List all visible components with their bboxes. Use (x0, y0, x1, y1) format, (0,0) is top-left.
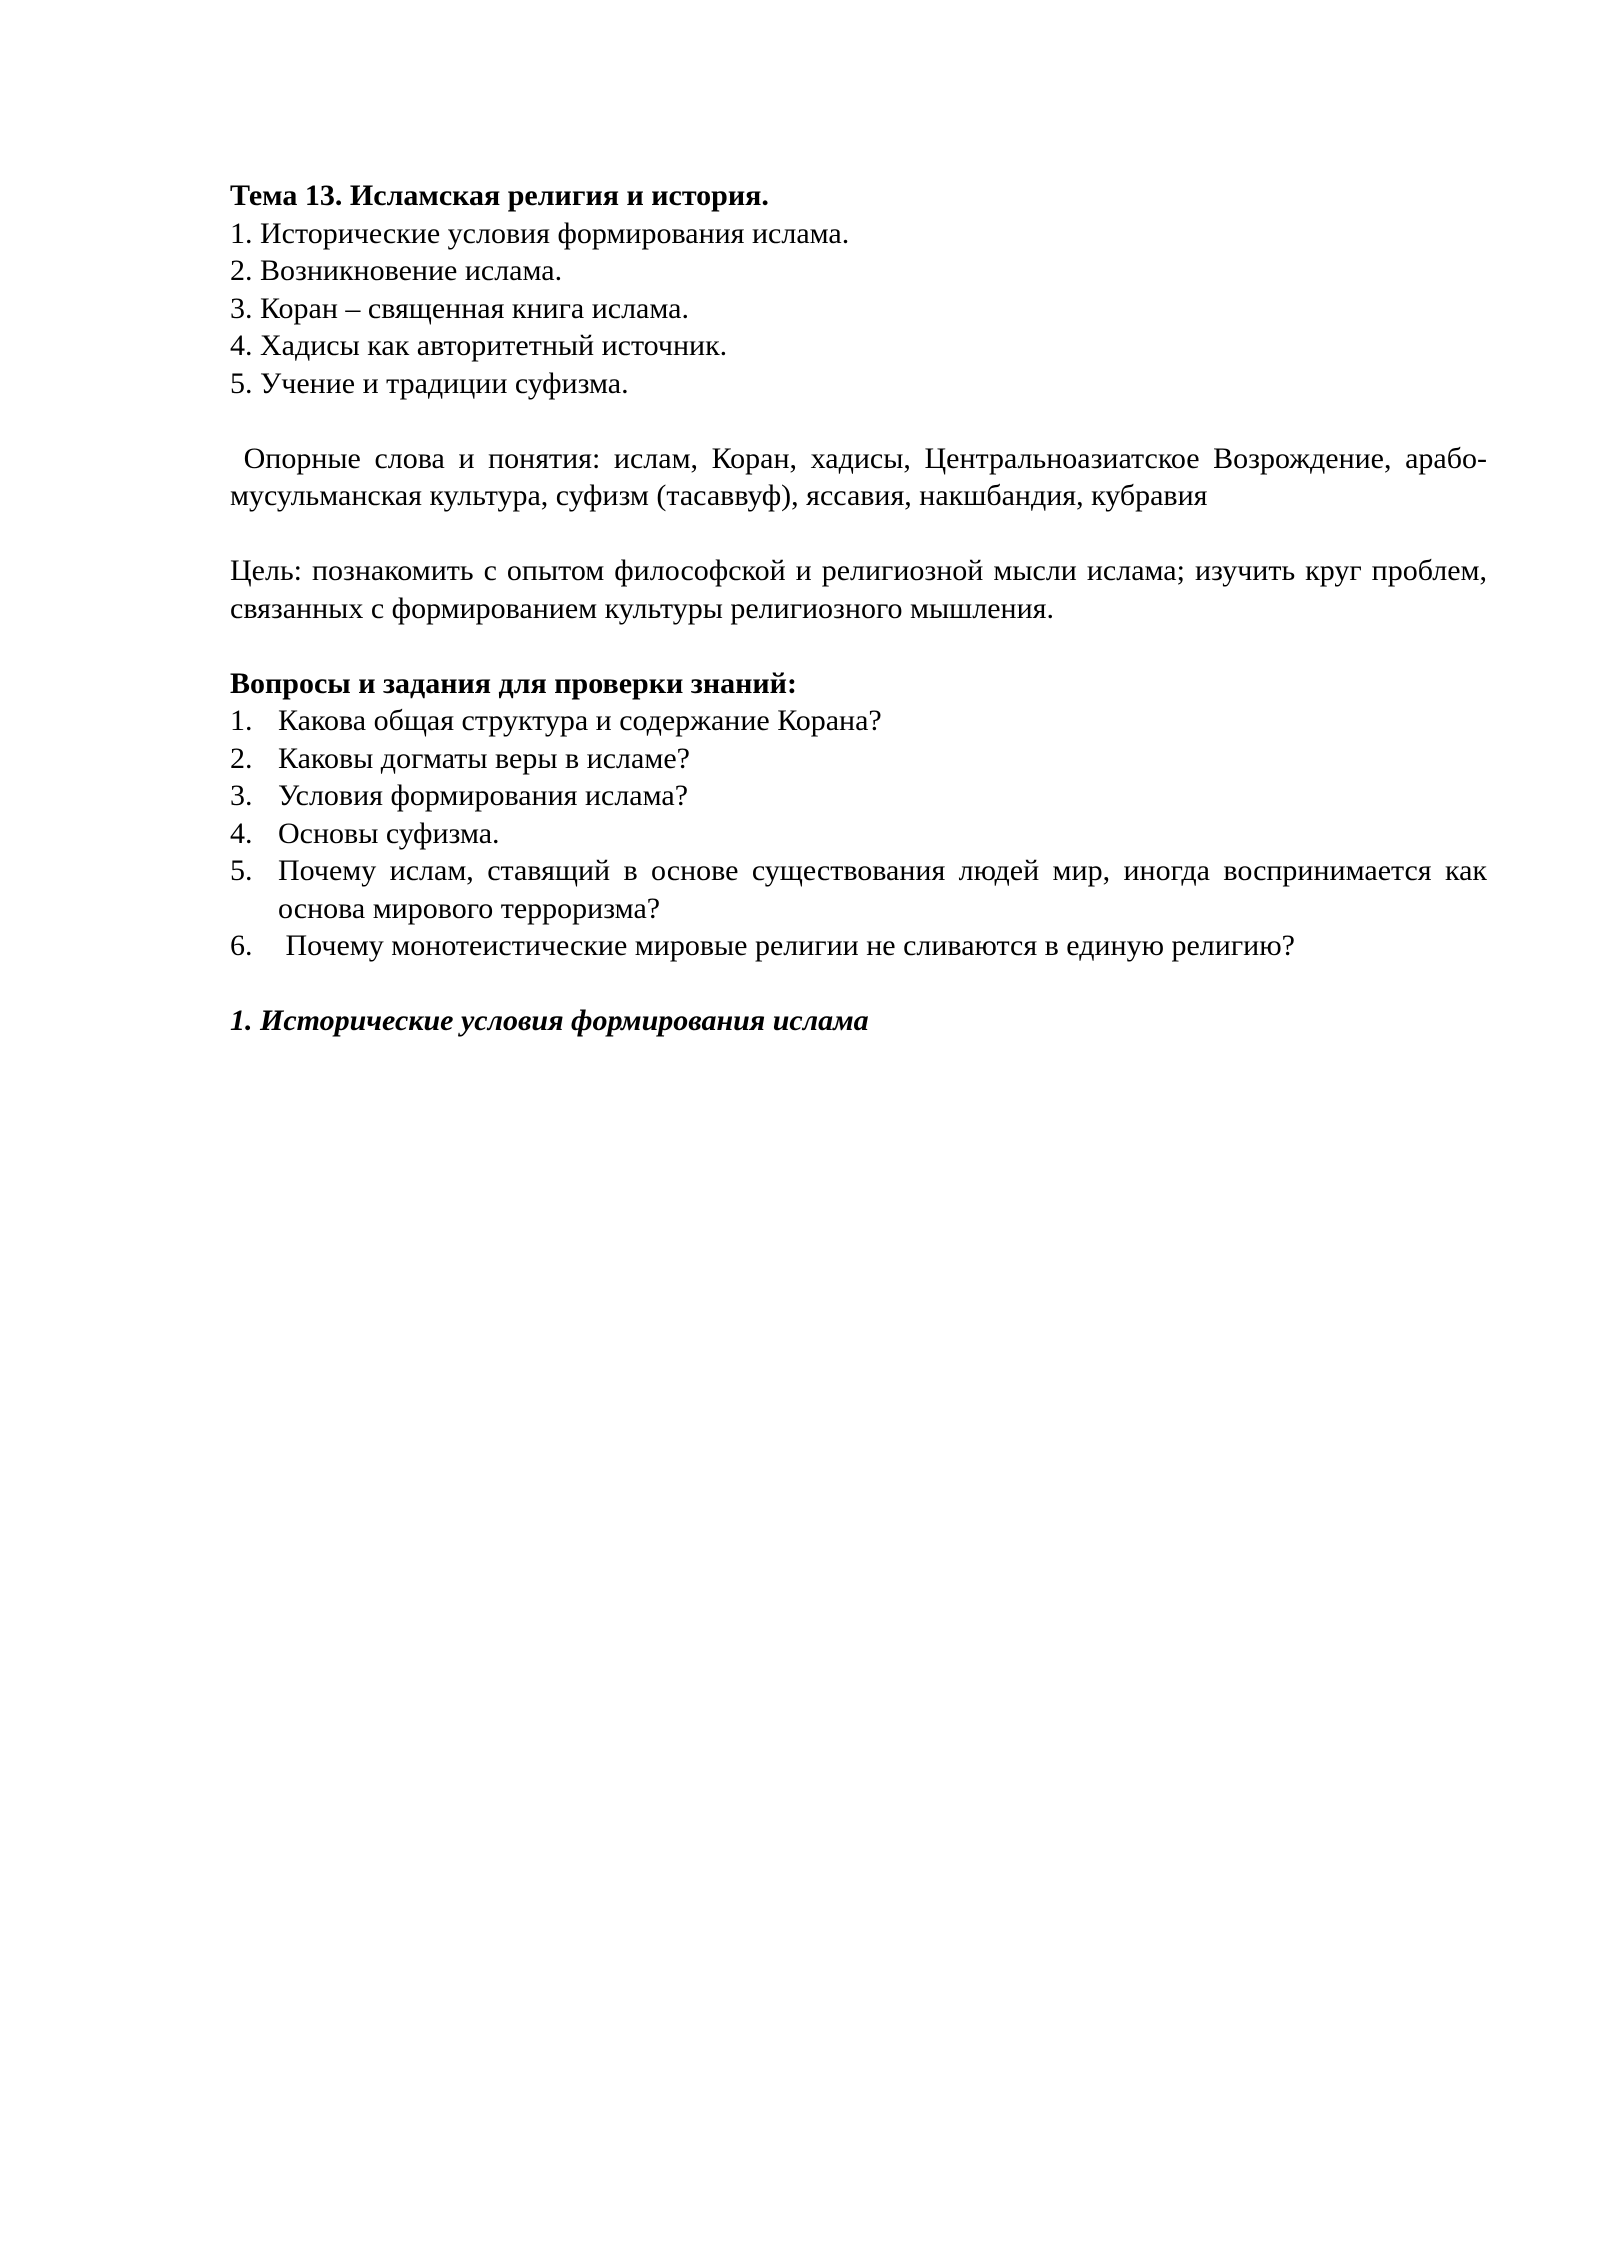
topic-item-4: 4. Хадисы как авторитетный источник. (230, 329, 728, 362)
question-number: 1. (230, 704, 253, 737)
question-number: 2. (230, 741, 253, 775)
document-content (230, 177, 1487, 1040)
section-heading: 1. Исторические условия формирования ислама (230, 1004, 869, 1037)
topic-item-3: 3. Коран – священная книга ислама. (230, 291, 689, 325)
spacer (230, 402, 1487, 440)
question-item-2 (230, 740, 1487, 778)
questions-heading: Вопросы и задания для проверки знаний: (230, 666, 797, 700)
topic-item-5: 5. Учение и традиции суфизма. (230, 366, 629, 400)
question-number: 5. (230, 854, 253, 887)
topic-item-1: 1. Исторические условия формирования ислама. (230, 216, 850, 250)
questions-list (230, 702, 1487, 965)
spacer (230, 515, 1487, 553)
topic-title: Тема 13. Исламская религия и история. (230, 179, 769, 212)
question-text: Основы суфизма. (278, 816, 500, 850)
keywords-paragraph: Опорные слова и понятия: ислам, Коран, хадисы, Центральноазиатское Возрождение, арабо-мусульманская культура, суфизм (тасаввуф), яссавия, накшбандия, кубравия (230, 441, 1487, 512)
question-item-3 (230, 777, 1487, 815)
question-text: Почему ислам, ставящий в основе существования людей мир, иногда воспринимается как основа мирового терроризма? (278, 854, 1487, 925)
question-text: Каковы догматы веры в исламе? (278, 741, 690, 775)
topic-item-2: 2. Возникновение ислама. (230, 254, 563, 287)
question-item-4 (230, 815, 1487, 853)
question-text: Почему монотеистические мировые религии не сливаются в единую религию? (278, 929, 1295, 962)
question-number: 6. (230, 929, 253, 962)
question-text: Условия формирования ислама? (278, 779, 689, 812)
spacer (230, 627, 1487, 665)
question-item-1 (230, 702, 1487, 740)
goal-paragraph: Цель: познакомить с опытом философской и религиозной мысли ислама; изучить круг проблем, связанных с формированием культуры религиозного мышления. (230, 554, 1487, 625)
question-item-5 (230, 852, 1487, 927)
question-number: 3. (230, 779, 253, 812)
question-number: 4. (230, 816, 253, 850)
spacer (230, 965, 1487, 1003)
question-item-6 (230, 927, 1487, 965)
question-text: Какова общая структура и содержание Корана? (278, 704, 882, 737)
